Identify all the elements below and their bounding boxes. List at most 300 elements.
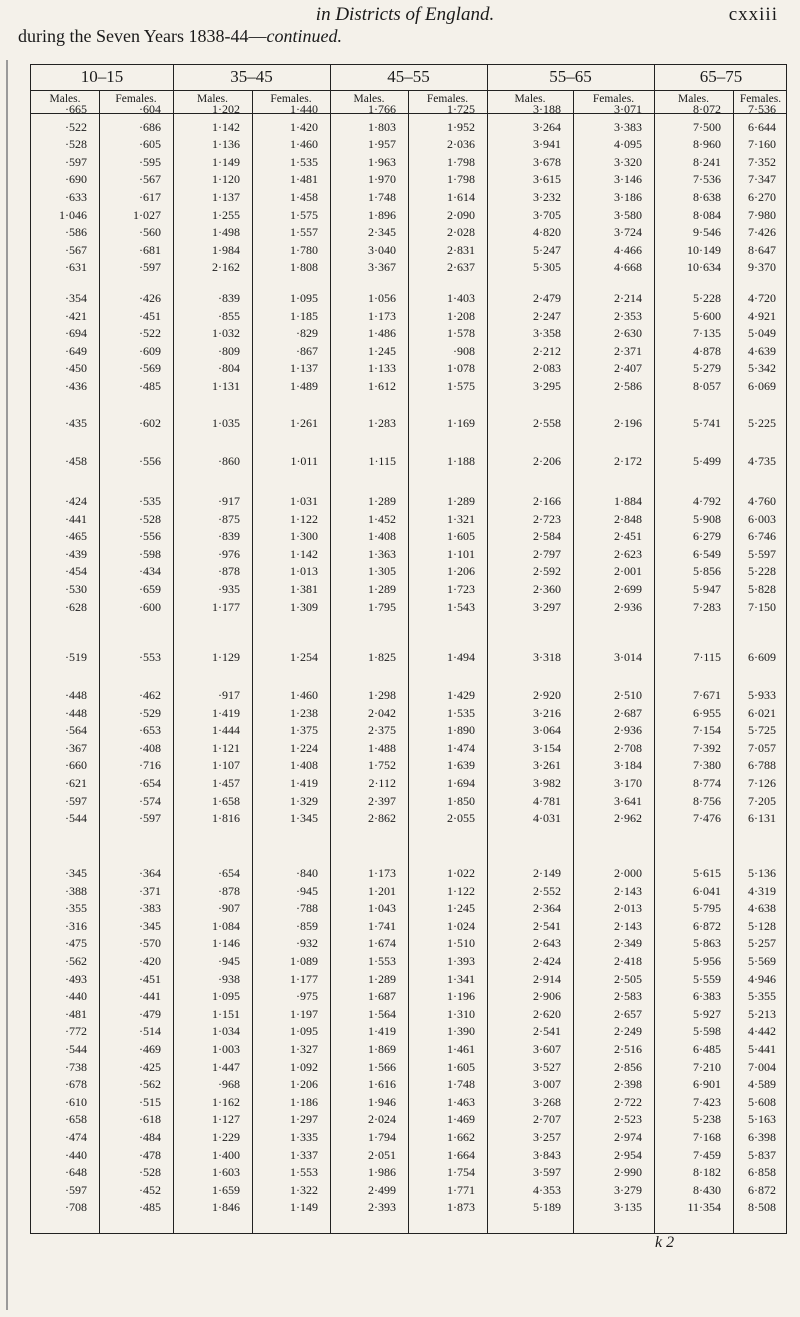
table-cell: 2·707 xyxy=(533,1112,561,1127)
table-cell: 4·720 xyxy=(748,291,776,305)
table-cell: 6·872 xyxy=(693,918,721,933)
table-cell: 1·122 xyxy=(290,511,318,526)
table-cell: 2·479 xyxy=(533,291,561,305)
table-cell: 3·232 xyxy=(533,190,561,204)
table-cell: 3·705 xyxy=(533,207,561,222)
table-cell: 2·375 xyxy=(368,723,396,738)
table-cell: 3·724 xyxy=(614,225,642,240)
table-cell: 9·546 xyxy=(693,225,721,240)
table-cell: ·485 xyxy=(139,1200,161,1215)
table-cell: 1·957 xyxy=(368,137,396,152)
table-cell: ·485 xyxy=(139,379,161,393)
table-cell: ·839 xyxy=(218,529,240,544)
table-cell: 2·206 xyxy=(533,454,561,468)
table-cell: ·867 xyxy=(296,343,318,358)
table-cell: ·469 xyxy=(139,1042,161,1056)
table-cell: 5·933 xyxy=(748,688,776,702)
table-cell: ·917 xyxy=(218,494,240,508)
table-cell: 6·485 xyxy=(693,1042,721,1056)
table-cell: 1·419 xyxy=(212,705,240,720)
table-cell: ·660 xyxy=(65,758,87,773)
table-cell: ·968 xyxy=(218,1077,240,1092)
table-cell: 1·133 xyxy=(368,361,396,376)
table-cell: 5·725 xyxy=(748,723,776,738)
table-cell: 5·441 xyxy=(748,1042,776,1056)
table-cell: 2·051 xyxy=(368,1147,396,1162)
table-cell: 3·257 xyxy=(533,1130,561,1144)
table-cell: ·860 xyxy=(218,454,240,468)
table-cell: 1·614 xyxy=(447,190,475,204)
table-cell: 7·980 xyxy=(748,207,776,222)
table-cell: 2·000 xyxy=(614,866,642,880)
signature-mark: k 2 xyxy=(655,1234,675,1251)
table-cell: 4·946 xyxy=(748,971,776,986)
table-cell: 11·354 xyxy=(687,1200,721,1215)
table-cell: 1·345 xyxy=(290,811,318,826)
table-cell: 2·954 xyxy=(614,1147,642,1162)
table-cell: ·658 xyxy=(65,1112,87,1127)
table-cell: ·519 xyxy=(65,650,87,664)
table-cell: 3·295 xyxy=(533,379,561,393)
table-cell: 1·890 xyxy=(447,723,475,738)
table-cell: 1·027 xyxy=(133,207,161,222)
table-cell: 2·699 xyxy=(614,582,642,596)
table-cell: 1·535 xyxy=(447,705,475,720)
table-cell: 1·575 xyxy=(447,379,475,393)
table-cell: 3·014 xyxy=(614,650,642,664)
table-cell: 1·173 xyxy=(368,308,396,323)
table-cell: 2·407 xyxy=(614,361,642,376)
group-header-rule xyxy=(31,90,786,91)
table-cell: 1·659 xyxy=(212,1182,240,1197)
age-group-header: 55–65 xyxy=(549,67,592,86)
table-cell: 4·921 xyxy=(748,308,776,323)
table-cell: ·809 xyxy=(218,343,240,358)
table-cell: 6·549 xyxy=(693,546,721,561)
table-cell: ·938 xyxy=(218,971,240,986)
table-cell: 2·353 xyxy=(614,308,642,323)
table-cell: 8·774 xyxy=(693,776,721,790)
table-cell: 1·553 xyxy=(368,954,396,968)
table-cell: 1·687 xyxy=(368,989,396,1004)
table-cell: ·436 xyxy=(65,379,87,393)
table-cell: ·474 xyxy=(65,1130,87,1144)
table-cell: 5·947 xyxy=(693,582,721,596)
table-cell: 1·322 xyxy=(290,1182,318,1197)
table-cell: ·451 xyxy=(139,971,161,986)
table-cell: ·908 xyxy=(453,343,475,358)
table-cell: ·560 xyxy=(139,225,161,240)
table-cell: ·553 xyxy=(139,650,161,664)
table-cell: 1·056 xyxy=(368,291,396,305)
table-cell: 2·523 xyxy=(614,1112,642,1127)
table-cell: 1·137 xyxy=(212,190,240,204)
table-cell: ·458 xyxy=(65,454,87,468)
table-cell: 8·960 xyxy=(693,137,721,152)
table-cell: 1·481 xyxy=(290,172,318,187)
table-cell: 6·383 xyxy=(693,989,721,1004)
table-cell: 1·202 xyxy=(212,102,240,116)
table-cell: 1·095 xyxy=(290,1024,318,1039)
table-cell: 1·408 xyxy=(290,758,318,773)
table-cell: 4·878 xyxy=(693,343,721,358)
table-cell: 1·553 xyxy=(290,1165,318,1180)
table-cell: 5·856 xyxy=(693,564,721,579)
table-cell: 1·149 xyxy=(290,1200,318,1215)
table-cell: 1·420 xyxy=(290,119,318,134)
table-cell: 7·205 xyxy=(748,793,776,808)
table-cell: 3·941 xyxy=(533,137,561,152)
table-cell: 1·289 xyxy=(368,582,396,596)
table-cell: 3·154 xyxy=(533,740,561,755)
table-cell: ·425 xyxy=(139,1059,161,1074)
table-cell: 6·131 xyxy=(748,811,776,826)
table-cell: 2·172 xyxy=(614,454,642,468)
table-cell: 4·639 xyxy=(748,343,776,358)
females-header: Females. xyxy=(592,93,635,105)
table-cell: 5·597 xyxy=(748,546,776,561)
table-cell: 2·558 xyxy=(533,416,561,430)
table-cell: 4·031 xyxy=(533,811,561,826)
table-cell: 2·397 xyxy=(368,793,396,808)
table-cell: 2·920 xyxy=(533,688,561,702)
table-cell: 1·142 xyxy=(290,546,318,561)
table-cell: ·514 xyxy=(139,1024,161,1039)
table-cell: ·567 xyxy=(65,242,87,257)
table-cell: ·544 xyxy=(65,1042,87,1056)
table-cell: 2·722 xyxy=(614,1094,642,1109)
table-cell: 1·869 xyxy=(368,1042,396,1056)
table-cell: 2·055 xyxy=(447,811,475,826)
table-cell: 5·927 xyxy=(693,1006,721,1021)
table-cell: 1·440 xyxy=(290,102,318,116)
table-cell: 1·107 xyxy=(212,758,240,773)
table-cell: 2·687 xyxy=(614,705,642,720)
table-cell: 1·022 xyxy=(447,866,475,880)
table-cell: ·345 xyxy=(139,918,161,933)
table-cell: 1·403 xyxy=(447,291,475,305)
table-cell: 5·238 xyxy=(693,1112,721,1127)
table-cell: ·628 xyxy=(65,599,87,614)
table-cell: ·408 xyxy=(139,740,161,755)
table-cell: 2·510 xyxy=(614,688,642,702)
table-cell: 1·254 xyxy=(290,650,318,664)
table-cell: 8·084 xyxy=(693,207,721,222)
table-cell: 2·143 xyxy=(614,918,642,933)
table-cell: 2·592 xyxy=(533,564,561,579)
table-cell: 7·426 xyxy=(748,225,776,240)
table-cell: ·788 xyxy=(296,901,318,916)
table-cell: 2·499 xyxy=(368,1182,396,1197)
table-cell: 3·297 xyxy=(533,599,561,614)
table-cell: 1·309 xyxy=(290,599,318,614)
subtitle-prefix: during the Seven Years 1838-44— xyxy=(18,26,267,46)
age-group-header: 65–75 xyxy=(699,67,743,86)
table-cell: ·875 xyxy=(218,511,240,526)
table-cell: 1·013 xyxy=(290,564,318,579)
table-cell: 2·584 xyxy=(533,529,561,544)
table-cell: 5·225 xyxy=(748,416,776,430)
males-header: Males. xyxy=(197,93,228,105)
table-cell: ·694 xyxy=(65,326,87,341)
table-cell: 7·154 xyxy=(693,723,721,738)
table-cell: ·975 xyxy=(296,989,318,1004)
table-cell: ·617 xyxy=(139,190,161,204)
table-cell: 2·083 xyxy=(533,361,561,376)
table-cell: 2·013 xyxy=(614,901,642,916)
males-header: Males. xyxy=(49,93,81,105)
table-cell: 7·380 xyxy=(693,758,721,773)
table-cell: 4·466 xyxy=(614,242,642,257)
table-cell: 5·257 xyxy=(748,936,776,951)
table-cell: 1·011 xyxy=(290,454,318,468)
table-cell: 1·846 xyxy=(212,1200,240,1215)
table-cell: ·367 xyxy=(65,740,87,755)
table-cell: 1·188 xyxy=(447,454,475,468)
table-cell: 2·914 xyxy=(533,971,561,986)
table-cell: 2·418 xyxy=(614,954,642,968)
table-cell: 2·936 xyxy=(614,723,642,738)
table-cell: 1·120 xyxy=(212,172,240,187)
table-cell: 3·170 xyxy=(614,776,642,790)
table-cell: 1·873 xyxy=(447,1200,475,1215)
table-cell: ·878 xyxy=(218,883,240,898)
table-cell: 7·347 xyxy=(748,172,776,187)
table-cell: 1·201 xyxy=(368,883,396,898)
table-cell: 8·182 xyxy=(693,1165,721,1180)
table-cell: ·659 xyxy=(139,582,161,596)
table-cell: 1·245 xyxy=(447,901,475,916)
table-cell: 2·212 xyxy=(533,343,561,358)
table-cell: 1·896 xyxy=(368,207,396,222)
table-cell: ·528 xyxy=(139,1165,161,1180)
table-cell: 3·186 xyxy=(614,190,642,204)
table-cell: ·567 xyxy=(139,172,161,187)
table-cell: 1·137 xyxy=(290,361,318,376)
table-cell: ·562 xyxy=(139,1077,161,1092)
table-cell: 1·121 xyxy=(212,740,240,755)
table-cell: ·609 xyxy=(139,343,161,358)
table-cell: 1·229 xyxy=(212,1130,240,1144)
table-cell: 1·970 xyxy=(368,172,396,187)
males-header: Males. xyxy=(514,93,546,105)
table-cell: 2·862 xyxy=(368,811,396,826)
table-cell: 8·647 xyxy=(748,242,776,257)
table-cell: ·631 xyxy=(65,260,87,275)
table-cell: 1·808 xyxy=(290,260,318,275)
females-header: Females. xyxy=(739,93,782,105)
table-cell: ·535 xyxy=(139,494,161,508)
table-cell: 1·741 xyxy=(368,918,396,933)
table-cell: 5·908 xyxy=(693,511,721,526)
table-cell: ·840 xyxy=(296,866,318,880)
table-cell: ·597 xyxy=(139,260,161,275)
table-cell: 2·162 xyxy=(212,260,240,275)
table-cell: 7·671 xyxy=(693,688,721,702)
table-cell: 1·092 xyxy=(290,1059,318,1074)
table-cell: 2·451 xyxy=(614,529,642,544)
table-cell: 5·279 xyxy=(693,361,721,376)
table-cell: 1·115 xyxy=(368,454,396,468)
table-cell: 1·393 xyxy=(447,954,475,968)
table-cell: 5·828 xyxy=(748,582,776,596)
table-cell: 3·320 xyxy=(614,154,642,169)
table-cell: 6·609 xyxy=(748,650,776,664)
table-cell: ·654 xyxy=(218,866,240,880)
table-cell: 1·261 xyxy=(290,416,318,430)
table-cell: 1·289 xyxy=(447,494,475,508)
table-cell: ·544 xyxy=(65,811,87,826)
table-cell: 1·327 xyxy=(290,1042,318,1056)
table-cell: ·605 xyxy=(139,137,161,152)
table-cell: 1·129 xyxy=(212,650,240,664)
table-cell: 1·031 xyxy=(290,494,318,508)
table-cell: ·569 xyxy=(139,361,161,376)
table-cell: 2·042 xyxy=(368,705,396,720)
table-cell: 5·598 xyxy=(693,1024,721,1039)
table-cell: 7·423 xyxy=(693,1094,721,1109)
table-cell: 1·341 xyxy=(447,971,475,986)
table-cell: ·450 xyxy=(65,361,87,376)
table-cell: 1·003 xyxy=(212,1042,240,1056)
table-cell: 1·162 xyxy=(212,1094,240,1109)
table-cell: 7·283 xyxy=(693,599,721,614)
table-cell: 1·122 xyxy=(447,883,475,898)
table-cell: 2·028 xyxy=(447,225,475,240)
table-cell: ·528 xyxy=(139,511,161,526)
table-cell: ·564 xyxy=(65,723,87,738)
table-cell: 1·196 xyxy=(447,989,475,1004)
table-cell: 2·112 xyxy=(368,776,396,790)
table-cell: 6·746 xyxy=(748,529,776,544)
females-header: Females. xyxy=(270,93,312,105)
table-cell: 1·460 xyxy=(290,688,318,702)
table-cell: 1·605 xyxy=(447,529,475,544)
table-cell: ·388 xyxy=(65,883,87,898)
table-cell: 1·177 xyxy=(212,599,240,614)
table-cell: 1·850 xyxy=(447,793,475,808)
table-cell: 2·166 xyxy=(533,494,561,508)
table-cell: 1·032 xyxy=(212,326,240,341)
table-cell: ·649 xyxy=(65,343,87,358)
table-cell: 1·321 xyxy=(447,511,475,526)
table-cell: 5·228 xyxy=(693,291,721,305)
table-cell: 2·398 xyxy=(614,1077,642,1092)
table-cell: 1·803 xyxy=(368,119,396,134)
table-cell: 8·072 xyxy=(693,102,721,116)
table-cell: 2·196 xyxy=(614,416,642,430)
table-cell: 1·612 xyxy=(368,379,396,393)
table-cell: 5·128 xyxy=(748,918,776,933)
table-cell: 1·639 xyxy=(447,758,475,773)
table-cell: ·678 xyxy=(65,1077,87,1092)
table-cell: 2·552 xyxy=(533,883,561,898)
table-cell: 2·541 xyxy=(533,1024,561,1039)
table-cell: ·738 xyxy=(65,1059,87,1074)
table-cell: ·604 xyxy=(139,102,161,116)
table-cell: ·528 xyxy=(65,137,87,152)
table-cell: 1·463 xyxy=(447,1094,475,1109)
table-cell: 1·429 xyxy=(447,688,475,702)
column-rule xyxy=(654,65,655,1233)
table-cell: 1·662 xyxy=(447,1130,475,1144)
table-cell: ·556 xyxy=(139,454,161,468)
table-cell: ·690 xyxy=(65,172,87,187)
table-cell: 7·168 xyxy=(693,1130,721,1144)
table-cell: 1·185 xyxy=(290,308,318,323)
table-cell: 7·210 xyxy=(693,1059,721,1074)
table-subtitle xyxy=(18,26,342,47)
table-cell: 1·095 xyxy=(212,989,240,1004)
table-cell: 3·188 xyxy=(533,102,561,116)
table-cell: 2·620 xyxy=(533,1006,561,1021)
table-cell: ·618 xyxy=(139,1112,161,1127)
table-cell: 1·078 xyxy=(447,361,475,376)
table-cell: 1·952 xyxy=(447,119,475,134)
table-cell: 3·982 xyxy=(533,776,561,790)
table-cell: 1·238 xyxy=(290,705,318,720)
table-cell: 7·536 xyxy=(748,102,776,116)
table-cell: 5·559 xyxy=(693,971,721,986)
table-cell: 6·003 xyxy=(748,511,776,526)
age-group-header: 45–55 xyxy=(387,67,430,86)
table-cell: 4·589 xyxy=(748,1077,776,1092)
table-cell: ·859 xyxy=(296,918,318,933)
table-cell: ·716 xyxy=(139,758,161,773)
table-cell: 2·360 xyxy=(533,582,561,596)
table-cell: 3·268 xyxy=(533,1094,561,1109)
table-cell: ·839 xyxy=(218,291,240,305)
table-cell: 3·383 xyxy=(614,119,642,134)
table-cell: 1·748 xyxy=(368,190,396,204)
table-cell: 8·638 xyxy=(693,190,721,204)
table-cell: 1·794 xyxy=(368,1130,396,1144)
table-cell: 10·149 xyxy=(687,242,721,257)
table-cell: 7·004 xyxy=(748,1059,776,1074)
table-cell: 7·352 xyxy=(748,154,776,169)
table-cell: 3·135 xyxy=(614,1200,642,1215)
table-cell: 1·798 xyxy=(447,154,475,169)
table-cell: 1·043 xyxy=(368,901,396,916)
table-cell: 1·795 xyxy=(368,599,396,614)
table-cell: 1·255 xyxy=(212,207,240,222)
table-cell: 6·858 xyxy=(748,1165,776,1180)
table-cell: ·648 xyxy=(65,1165,87,1180)
table-cell: 1·963 xyxy=(368,154,396,169)
table-cell: ·595 xyxy=(139,154,161,169)
table-cell: 7·115 xyxy=(693,650,721,664)
table-cell: 4·638 xyxy=(748,901,776,916)
table-cell: 2·831 xyxy=(447,242,475,257)
table-cell: 2·424 xyxy=(533,954,561,968)
table-cell: 1·748 xyxy=(447,1077,475,1092)
table-cell: 1·283 xyxy=(368,416,396,430)
table-cell: 7·536 xyxy=(693,172,721,187)
table-cell: 2·143 xyxy=(614,883,642,898)
table-cell: 7·150 xyxy=(748,599,776,614)
table-cell: 8·508 xyxy=(748,1200,776,1215)
table-cell: 1·766 xyxy=(368,102,396,116)
table-cell: ·441 xyxy=(65,511,87,526)
mortality-table xyxy=(30,64,787,1234)
table-cell: 1·419 xyxy=(290,776,318,790)
table-cell: 1·089 xyxy=(290,954,318,968)
table-cell: ·522 xyxy=(65,119,87,134)
table-cell: 2·623 xyxy=(614,546,642,561)
table-cell: 1·461 xyxy=(447,1042,475,1056)
table-cell: 1·486 xyxy=(368,326,396,341)
table-cell: 1·694 xyxy=(447,776,475,790)
